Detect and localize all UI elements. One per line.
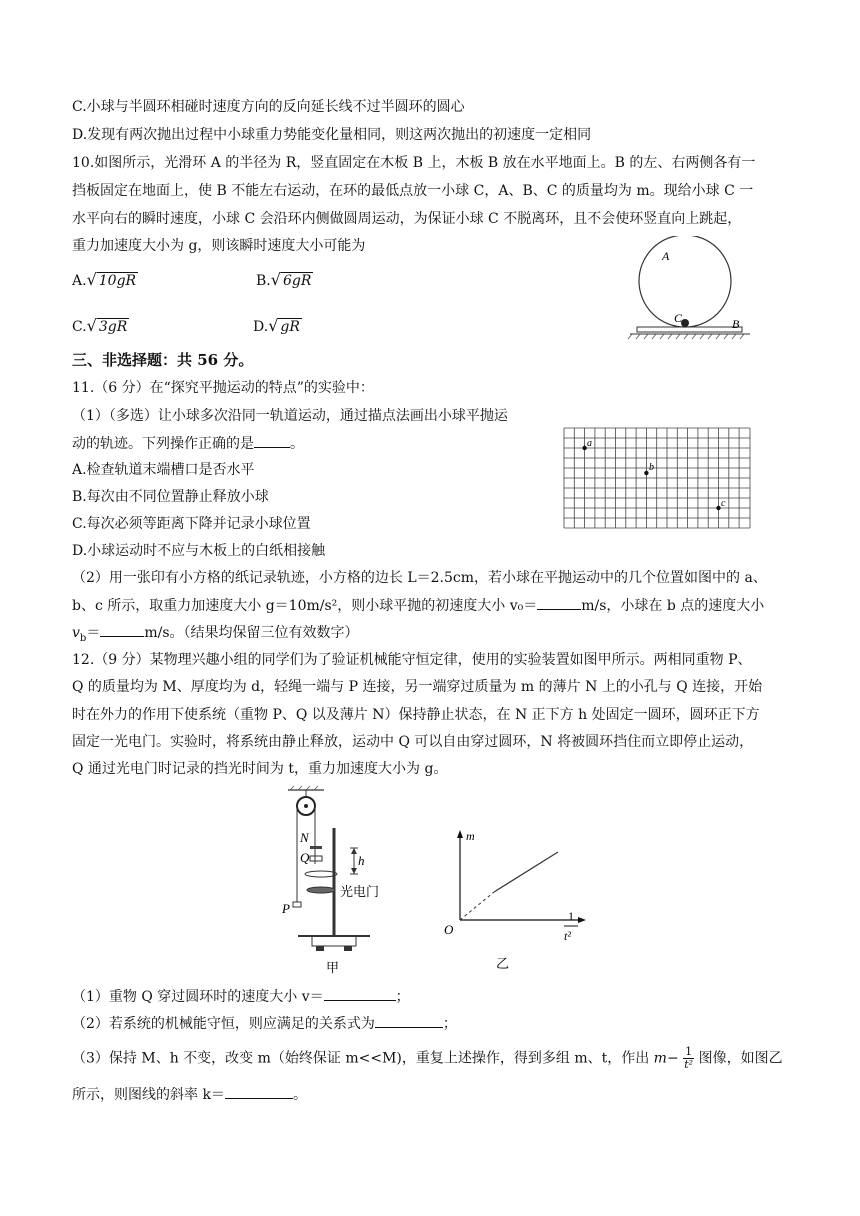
q11-blank-v0[interactable] [537, 595, 581, 610]
apparatus-figure [268, 786, 408, 976]
fraction-1-over-t2: $\frac{1}{\text{t²}}$ [684, 1045, 694, 1071]
q10-option-c: C.√ 3gR [72, 316, 128, 335]
q12-line-2: Q 的质量均为 M、厚度均为 d，轻绳一端与 P 连接，另一端穿过质量为 m 的薄片 N 上的小孔与 Q 连接，开始 [72, 679, 763, 695]
section-3-heading: 三、非选择题：共 56 分。 [72, 351, 254, 369]
q12-line-4: 固定一光电门。实验时，将系统由静止释放，运动中 Q 可以自由穿过圆环，N 将被圆环挡住而立即停止运动， [72, 734, 754, 750]
q12-blank-k[interactable] [225, 1084, 293, 1099]
q11-p2-line-2: b、c 所示，取重力加速度大小 g＝10m/s²，则小球平抛的初速度大小 v₀＝ m/s，小球在 b 点的速度大小 [72, 595, 764, 616]
label-yi: 乙 [496, 957, 510, 972]
q12-line-5: Q 通过光电门时记录的挡光时间为 t，重力加速度大小为 g。 [72, 761, 448, 777]
q11-option-d: D.小球运动时不应与木板上的白纸相接触 [72, 543, 326, 559]
axis-label-m: m [466, 829, 475, 843]
data-line [494, 852, 558, 892]
origin-label: O [444, 922, 454, 937]
q11-blank-vb[interactable] [100, 622, 144, 637]
weight-p [293, 902, 301, 907]
label-b: B [732, 317, 740, 331]
graph-figure [438, 822, 598, 974]
q12-blank-relation[interactable] [375, 1013, 443, 1028]
q10-line-1: 10.如图所示，光滑环 A 的半径为 R，竖直固定在木板 B 上，木板 B 放在水平地面上。B 的左、右两侧各有一 [72, 155, 756, 171]
q10-line-4: 重力加速度大小为 g，则该瞬时速度大小可能为 [72, 238, 366, 254]
q11-option-b: B.每次由不同位置静止释放小球 [72, 489, 269, 505]
label-q: Q [300, 850, 310, 865]
label-jia: 甲 [326, 961, 340, 976]
q12-sub-1: （1）重物 Q 穿过圆环时的速度大小 v＝ ； [72, 986, 410, 1007]
label-photogate: 光电门 [340, 885, 380, 900]
q12-sub-3: （3）保持 M、h 不变，改变 m（始终保证 m<<M)，重复上述操作，得到多组 m、t，作出 m− $\frac{1}{\text{t²}}$ 图像，如图乙 [72, 1045, 783, 1071]
q11-blank-1[interactable] [254, 433, 290, 448]
q12-blank-v[interactable] [324, 986, 396, 1001]
label-p: P [282, 901, 290, 916]
q10-option-d-radicand: gR [280, 319, 300, 335]
q11-option-c: C.每次必须等距离下降并记录小球位置 [72, 516, 311, 532]
q11-p1-line-2: 动的轨迹。下列操作正确的是 。 [72, 433, 304, 454]
label-a: A [662, 249, 670, 263]
ring-figure [622, 236, 772, 346]
q12-line-3: 时在外力的作用下使系统（重物 P、Q 以及薄片 N）保持静止状态，在 N 正下方 h 处固定一圆环，圆环正下方 [72, 707, 760, 723]
q11-p2-line-1: （2）用一张印有小方格的纸记录轨迹，小方格的边长 L＝2.5cm，若小球在平抛运动中的几个位置如图中的 a、 [72, 570, 767, 586]
q12-line-1: 12.（9 分）某物理兴趣小组的同学们为了验证机械能守恒定律，使用的实验装置如图甲所示。两相同重物 P、 [72, 652, 752, 668]
q12-sub-4: 所示，则图线的斜率 k＝ 。 [72, 1084, 307, 1105]
axis-label-t2: t² [564, 929, 571, 943]
label-n: N [300, 830, 309, 845]
point-c-label: c [721, 498, 726, 509]
q11-p2-line-3: $v_b= m/s$。（结果均保留三位有效数字） [72, 622, 359, 649]
q10-option-a: A.√ 10gR [72, 270, 137, 289]
label-h: h [358, 853, 365, 868]
q11-option-a: A.检查轨道末端槽口是否水平 [72, 462, 255, 478]
q12-sub-2: （2）若系统的机械能守恒，则应满足的关系式为 ； [72, 1013, 457, 1034]
q9-option-c: C.小球与半圆环相碰时速度方向的反向延长线不过半圆环的圆心 [72, 99, 465, 115]
point-a-label: a [587, 438, 592, 449]
q11-p1-line-1: （1）（多选）让小球多次沿同一轨道运动，通过描点法画出小球平抛运 [72, 408, 508, 424]
ring [305, 871, 337, 877]
q10-option-c-radicand: 3gR [98, 319, 128, 335]
q10-option-d: D.√ gR [253, 316, 300, 335]
ball-c [681, 319, 689, 327]
photogate [307, 887, 335, 893]
q10-option-b: B.√ 6gR [256, 270, 312, 289]
q11-title: 11.（6 分）在“探究平抛运动的特点”的实验中： [72, 380, 374, 396]
q10-option-a-radicand: 10gR [98, 273, 137, 289]
plate-n [310, 846, 322, 849]
extrapolated-line [460, 892, 494, 920]
q10-line-3: 水平向右的瞬时速度，小球 C 会沿环内侧做圆周运动，为保证小球 C 不脱离环，且不会使环竖直向上跳起， [72, 211, 742, 227]
point-b-label: b [649, 462, 654, 473]
label-c: C [674, 311, 683, 325]
weight-q [310, 856, 322, 861]
base [312, 936, 356, 946]
axis-label-one: 1 [568, 909, 574, 923]
grid-figure [562, 426, 752, 532]
q10-option-b-radicand: 6gR [282, 273, 312, 289]
q9-option-d: D.发现有两次抛出过程中小球重力势能变化量相同，则这两次抛出的初速度一定相同 [72, 127, 592, 143]
point-b [644, 471, 648, 475]
q10-line-2: 挡板固定在地面上，使 B 不能左右运动，在环的最低点放一小球 C，A、B、C 的质量均为 m。现给小球 C 一 [72, 183, 754, 199]
